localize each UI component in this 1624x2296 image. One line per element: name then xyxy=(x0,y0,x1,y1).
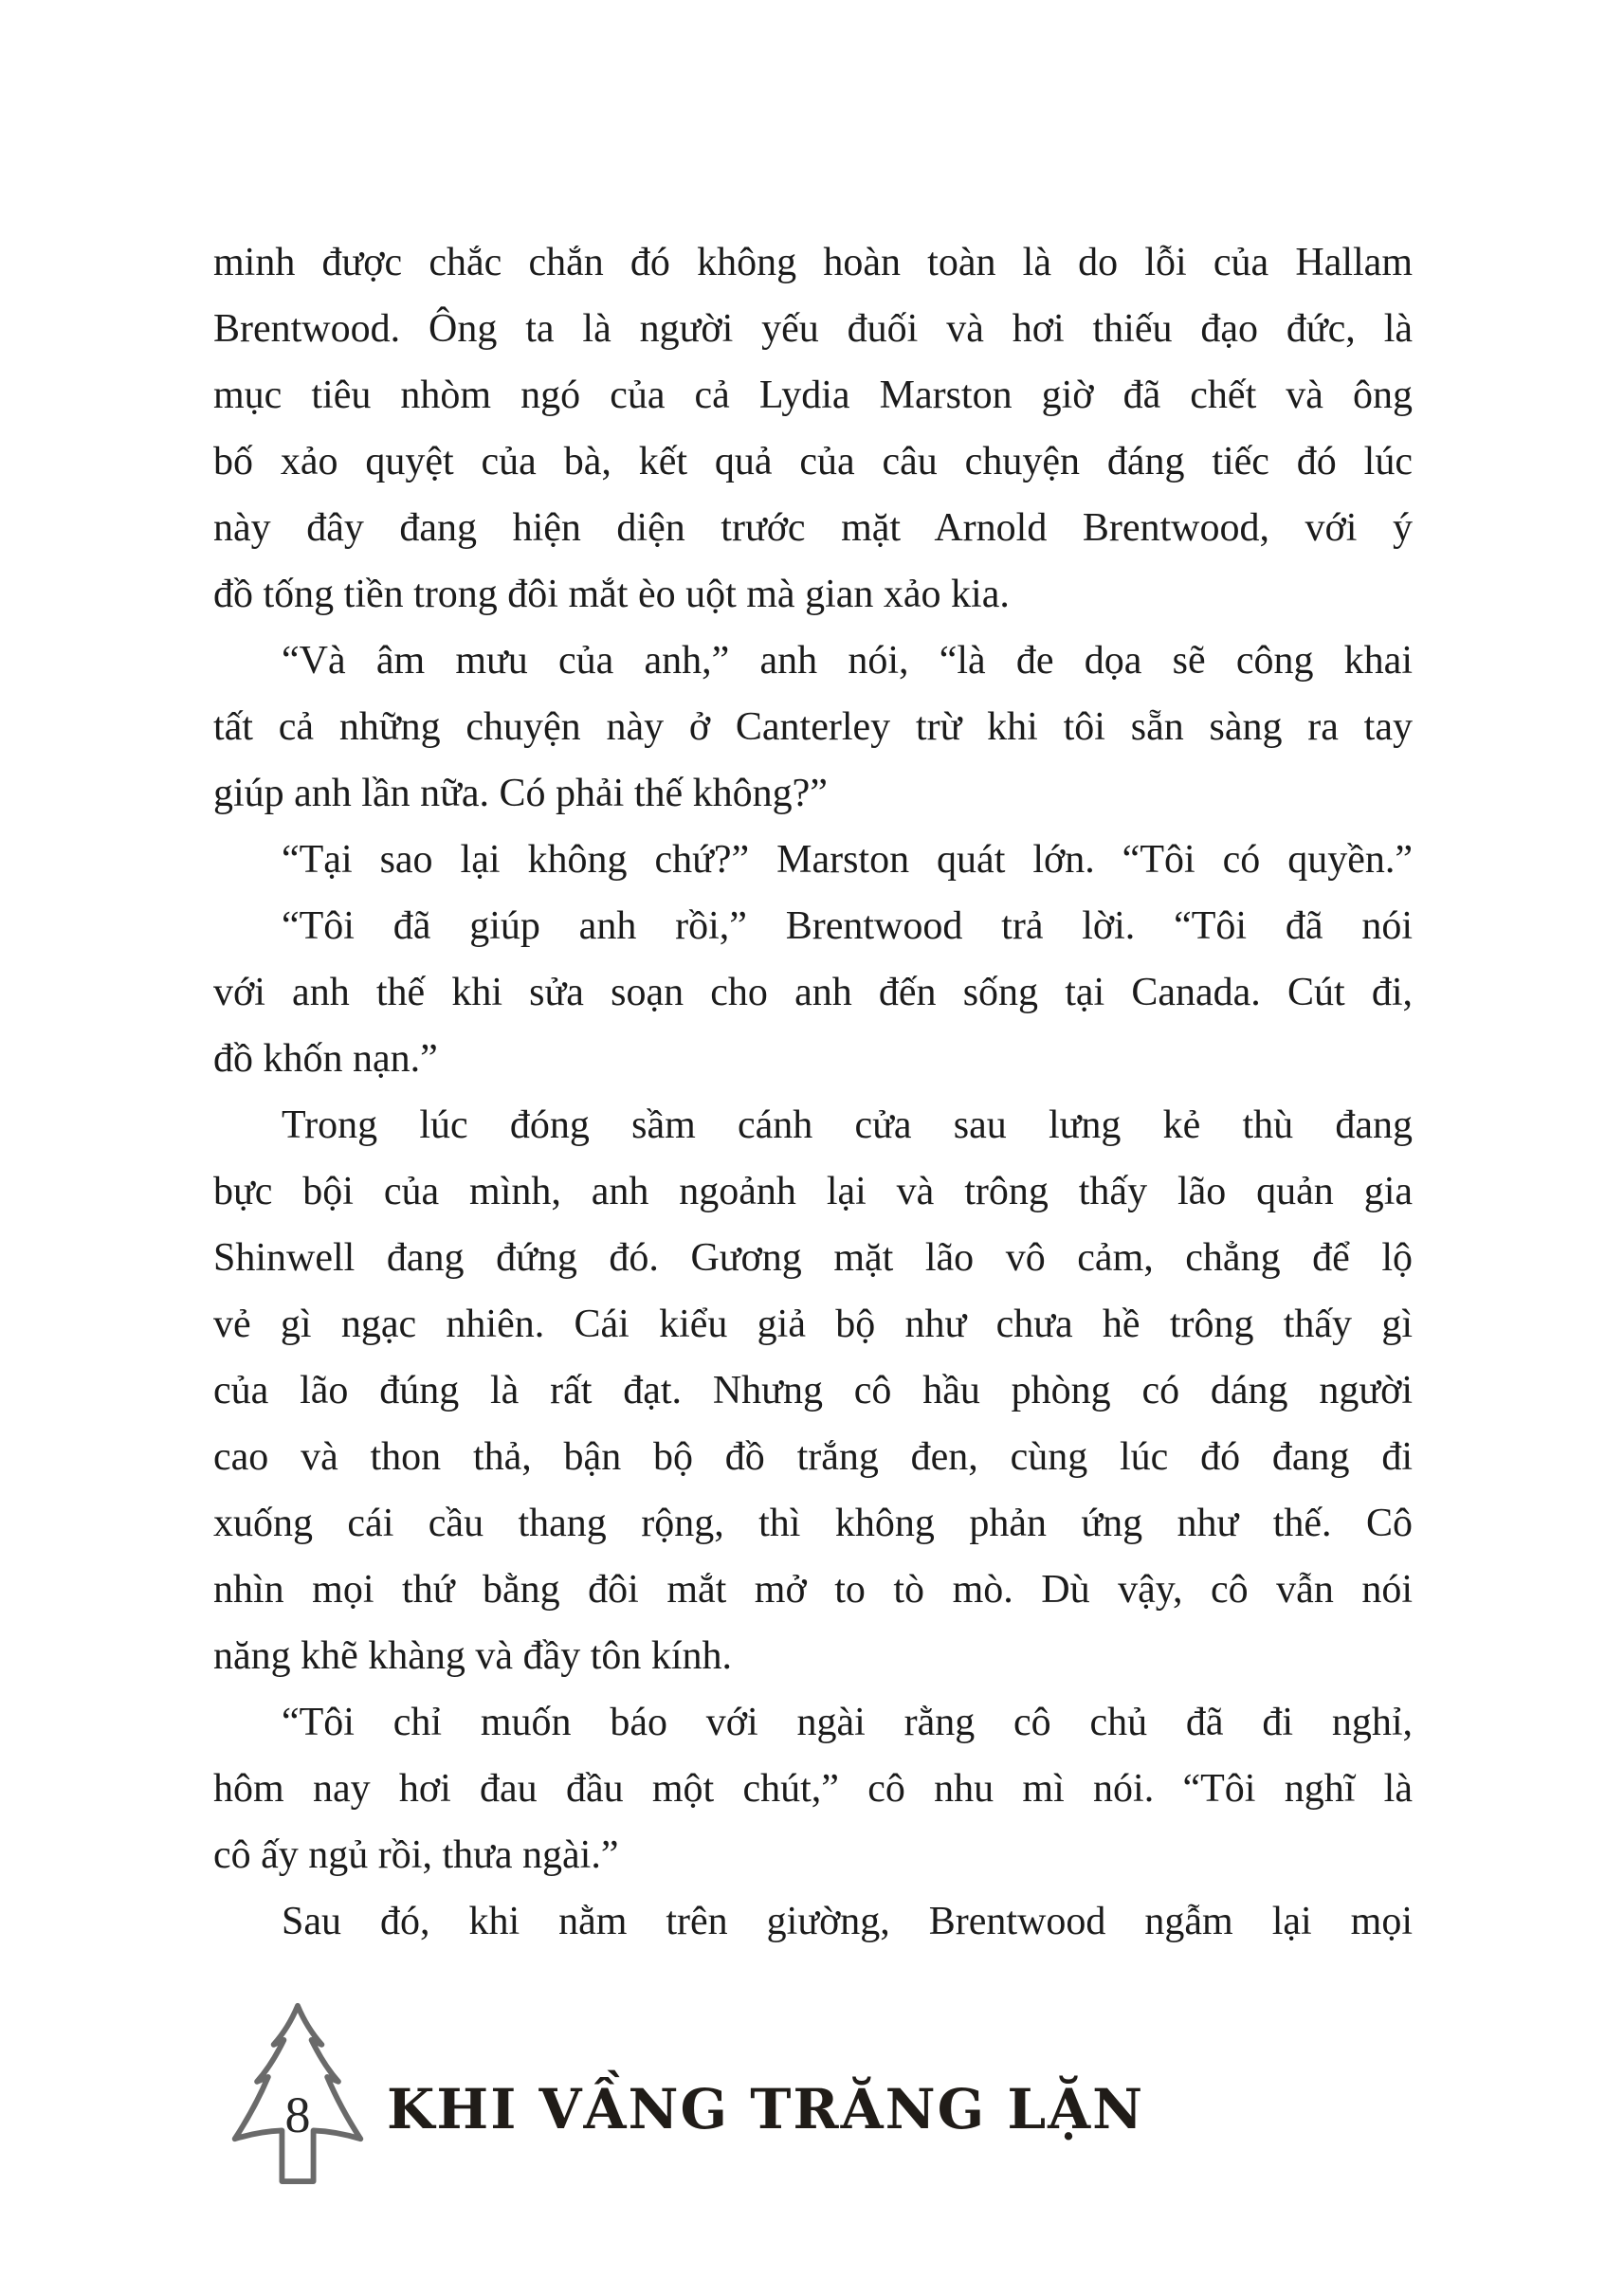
text-line: cô ấy ngủ rồi, thưa ngài.” xyxy=(213,1833,619,1877)
text-line: mục tiêu nhòm ngó của cả Lydia Marston giờ đã chết và ông xyxy=(213,374,1413,417)
page-footer xyxy=(0,1991,1624,2190)
text-line: “Tôi chỉ muốn báo với ngài rằng cô chủ đã đi nghỉ, xyxy=(282,1701,1413,1744)
text-line: vẻ gì ngạc nhiên. Cái kiểu giả bộ như chưa hề trông thấy gì xyxy=(213,1303,1413,1346)
text-line: minh được chắc chắn đó không hoàn toàn là do lỗi của Hallam xyxy=(213,241,1413,284)
text-line: xuống cái cầu thang rộng, thì không phản ứng như thế. Cô xyxy=(213,1502,1413,1545)
text-line: hôm nay hơi đau đầu một chút,” cô nhu mì nói. “Tôi nghĩ là xyxy=(213,1767,1413,1811)
text-line: “Tại sao lại không chứ?” Marston quát lớn. “Tôi có quyền.” xyxy=(282,838,1413,882)
text-line: bực bội của mình, anh ngoảnh lại và trông thấy lão quản gia xyxy=(213,1170,1413,1213)
text-line: Trong lúc đóng sầm cánh cửa sau lưng kẻ thù đang xyxy=(282,1103,1413,1147)
pine-tree-icon xyxy=(224,2000,372,2185)
text-line: này đây đang hiện diện trước mặt Arnold Brentwood, với ý xyxy=(213,506,1413,550)
text-line: Sau đó, khi nằm trên giường, Brentwood ngẫm lại mọi xyxy=(282,1900,1413,1943)
text-line: nhìn mọi thứ bằng đôi mắt mở to tò mò. Dù vậy, cô vẫn nói xyxy=(213,1568,1413,1612)
text-line: cao và thon thả, bận bộ đồ trắng đen, cùng lúc đó đang đi xyxy=(213,1435,1413,1479)
text-line: Brentwood. Ông ta là người yếu đuối và hơi thiếu đạo đức, là xyxy=(213,307,1413,351)
text-line: đồ khốn nạn.” xyxy=(213,1037,438,1081)
text-line: “Và âm mưu của anh,” anh nói, “là đe dọa sẽ công khai xyxy=(282,639,1413,683)
text-line: của lão đúng là rất đạt. Nhưng cô hầu phòng có dáng người xyxy=(213,1369,1413,1412)
text-line: giúp anh lần nữa. Có phải thế không?” xyxy=(213,772,828,815)
text-line: đồ tống tiền trong đôi mắt èo uột mà gian xảo kia. xyxy=(213,573,1010,616)
text-block xyxy=(213,229,1413,1955)
text-line: Shinwell đang đứng đó. Gương mặt lão vô cảm, chẳng để lộ xyxy=(213,1236,1413,1280)
page-number: 8 xyxy=(284,2086,311,2143)
text-line: bố xảo quyệt của bà, kết quả của câu chuyện đáng tiếc đó lúc xyxy=(213,440,1413,483)
text-line: năng khẽ khàng và đầy tôn kính. xyxy=(213,1634,733,1678)
text-line: tất cả những chuyện này ở Canterley trừ khi tôi sẵn sàng ra tay xyxy=(213,705,1413,749)
text-line: “Tôi đã giúp anh rồi,” Brentwood trả lời. “Tôi đã nói xyxy=(282,904,1413,948)
text-line: với anh thế khi sửa soạn cho anh đến sống tại Canada. Cút đi, xyxy=(213,971,1413,1014)
book-title: KHI VẦNG TRĂNG LẶN xyxy=(387,2077,1145,2141)
